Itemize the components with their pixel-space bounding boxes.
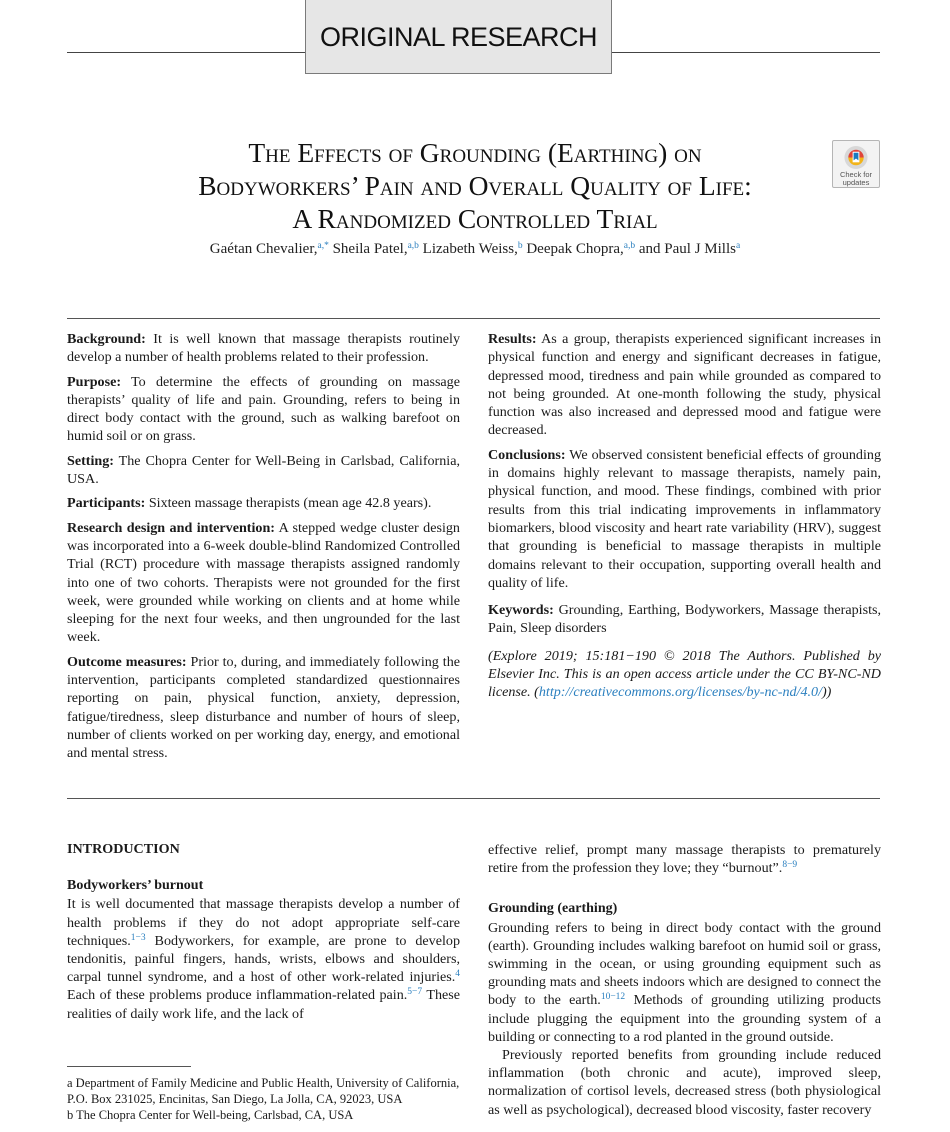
- author-affiliation-mark[interactable]: a,b: [623, 241, 636, 251]
- burnout-text-2: Bodyworkers, for example, are prone to develop tendonitis, painful fingers, hands, wrists, elbows and shoulders, carpal tunnel syndrome, and a host of other work-related injuries.: [67, 932, 460, 986]
- author-affiliation-mark[interactable]: a: [735, 241, 741, 251]
- title-line-1: The Effects of Grounding (Earthing) on: [248, 137, 702, 168]
- author-affiliation-mark[interactable]: a,*: [317, 241, 329, 251]
- banner-rule-left: [67, 52, 305, 53]
- burnout-heading: Bodyworkers’ burnout: [67, 878, 204, 894]
- abstract-conclusions-text: We observed consistent beneficial effects of grounding in domains highly relevant to massage therapists, namely pain, physical function, and mood. These findings, combined with prior results from this trial indicating improvements in inflammatory biomarkers, blood viscosity and heart rate variability (HRV), suggest that grounding is beneficial to massage therapists in multiple domains relevant to their occupation, supporting overall health and quality of life.: [488, 446, 881, 591]
- section-banner-label: ORIGINAL RESEARCH: [319, 22, 598, 52]
- body-left-column: [67, 840, 460, 1023]
- benefits-paragraph: Previously reported benefits from grounding include reduced inflammation (both chronic and acute), improved sleep, normalization of cortisol levels, decreased stress (both physiological as well as psychological), decreased blood viscosity, faster recovery: [488, 1047, 881, 1118]
- author-name: Deepak Chopra,: [526, 241, 624, 257]
- abstract-keywords: [488, 601, 881, 638]
- grounding-text-2: Methods of grounding utilizing products include plugging the equipment into the grounding system of a building or connecting to a rod planted in the ground outside.: [488, 992, 881, 1045]
- citation-close: )): [821, 684, 832, 701]
- abstract-purpose: [67, 373, 460, 446]
- reference-link[interactable]: 5−7: [407, 987, 423, 998]
- license-link[interactable]: http://creativecommons.org/licenses/by-nc-nd/4.0/: [538, 684, 822, 701]
- check-for-updates-label: Check for updates: [839, 170, 873, 187]
- author-name: and Paul J Mills: [638, 241, 736, 257]
- grounding-paragraph: [488, 919, 881, 1046]
- abstract-purpose-text: To determine the effects of grounding on massage therapists’ quality of life and pain. Grounding, refers to being in direct body contact with the ground, such as walking barefoot on humid soil or on grass.: [67, 373, 460, 445]
- abstract-design-text: A stepped wedge cluster design was incorporated into a 6-week double-blind Randomized Controlled Trial (RCT) procedure with massage therapists assigned randomly into one of two cohorts. Therapists were not grounded for the first week, were grounded while working on clients and at home while sleeping for the next four weeks, and then ungrounded for the last week.: [67, 519, 460, 646]
- reference-link[interactable]: 1−3: [130, 932, 146, 943]
- author-list: [100, 241, 850, 258]
- abstract-results-text: As a group, therapists experienced significant increases in physical function and energy and significant decreases in fatigue, depressed mood, tiredness and pain while grounded as compared to not being grounded. At one-month following the study, physical function was also increased and depressed mood and fatigue were decreased.: [488, 331, 881, 439]
- burnout-text-3: Each of these problems produce inflammation-related pain.: [67, 987, 408, 1004]
- abstract-keywords-text: Grounding, Earthing, Bodyworkers, Massage therapists, Pain, Sleep disorders: [488, 602, 881, 637]
- abstract-background: [67, 330, 460, 367]
- abstract-design: [67, 519, 460, 647]
- check-for-updates-badge[interactable]: [832, 140, 880, 188]
- author-affiliation-mark[interactable]: a,b: [407, 241, 419, 251]
- abstract-outcome-label: Outcome measures:: [67, 653, 187, 670]
- article-title: [100, 136, 850, 235]
- crossmark-icon: [843, 145, 869, 170]
- abstract-results-label: Results:: [488, 331, 537, 347]
- abstract-participants: [67, 494, 460, 512]
- author-affiliation-mark[interactable]: b: [517, 241, 523, 251]
- abstract-purpose-label: Purpose:: [67, 373, 122, 390]
- footnote-rule: [67, 1066, 191, 1067]
- title-line-2: Bodyworkers’ Pain and Overall Quality of Life:: [198, 170, 752, 201]
- abstract-outcome-text: Prior to, during, and immediately following the intervention, participants completed standardized questionnaires reporting on pain, physical function, anxiety, depression, fatigue/tiredness, sleep disturbance and number of hours of sleep, number of clients worked on per working day, energy, and emotional and mental stress.: [67, 653, 460, 762]
- title-line-3: A Randomized Controlled Trial: [292, 203, 658, 234]
- reference-link[interactable]: 10−12: [600, 992, 626, 1003]
- banner-rule-right: [612, 52, 880, 53]
- abstract-results: [488, 330, 881, 440]
- section-banner: [305, 0, 612, 74]
- grounding-text-1: Grounding refers to being in direct body contact with the ground (earth). Grounding includes walking barefoot on humid soil or grass, swimming in the ocean, or using grounding equipment such as grounding mats and sheets indoors which are designed to connect the body to the earth.: [488, 919, 881, 1009]
- article-citation: [488, 647, 881, 702]
- abstract-conclusions: [488, 446, 881, 592]
- abstract-outcome: [67, 653, 460, 763]
- affiliation-footnotes: [67, 1075, 460, 1124]
- abstract-setting: [67, 452, 460, 489]
- burnout-continued-paragraph: [488, 841, 881, 877]
- reference-link[interactable]: 4: [455, 969, 460, 980]
- abstract-conclusions-label: Conclusions:: [488, 446, 566, 463]
- citation-text: (Explore 2019; 15:181−190 © 2018 The Authors. Published by Elsevier Inc. This is an open access article under the CC BY-NC-ND license. (: [488, 647, 881, 701]
- abstract-participants-label: Participants:: [67, 495, 146, 512]
- burnout-paragraph: [67, 895, 460, 1022]
- grounding-heading: Grounding (earthing): [488, 901, 618, 917]
- abstract-setting-text: The Chopra Center for Well-Being in Carlsbad, California, USA.: [67, 452, 460, 488]
- body-right-column: [488, 841, 881, 1119]
- abstract-participants-text: Sixteen massage therapists (mean age 42.8 years).: [145, 495, 432, 512]
- abstract-top-rule: [67, 318, 880, 319]
- affiliation-b: b The Chopra Center for Well-being, Carlsbad, CA, USA: [67, 1108, 354, 1123]
- abstract-background-text: It is well known that massage therapists routinely develop a number of health problems related to their profession.: [67, 331, 460, 366]
- abstract-bottom-rule: [67, 798, 880, 799]
- abstract-keywords-label: Keywords:: [488, 602, 554, 619]
- abstract-setting-label: Setting:: [67, 452, 114, 469]
- affiliation-a: a Department of Family Medicine and Public Health, University of California, P.O. Box 231025, Encinitas, San Diego, La Jolla, CA, 92023, USA: [67, 1076, 460, 1107]
- abstract-background-label: Background:: [67, 331, 146, 347]
- introduction-heading: INTRODUCTION: [67, 841, 180, 857]
- author-name: Sheila Patel,: [332, 241, 408, 257]
- abstract-design-label: Research design and intervention:: [67, 519, 275, 536]
- abstract-left-column: [67, 330, 460, 769]
- burnout-text-4: These realities of daily work life, and the lack of: [67, 987, 461, 1022]
- author-name: Lizabeth Weiss,: [422, 241, 518, 257]
- burnout-continued-text: effective relief, prompt many massage therapists to prematurely retire from the profession they love; they “burnout”.: [488, 842, 881, 877]
- author-name: Gaétan Chevalier,: [209, 241, 318, 257]
- reference-link[interactable]: 8−9: [782, 860, 798, 871]
- burnout-text-1: It is well documented that massage therapists develop a number of health problems if they do not adopt appropriate self-care techniques.: [67, 896, 460, 949]
- abstract-right-column: [488, 330, 881, 708]
